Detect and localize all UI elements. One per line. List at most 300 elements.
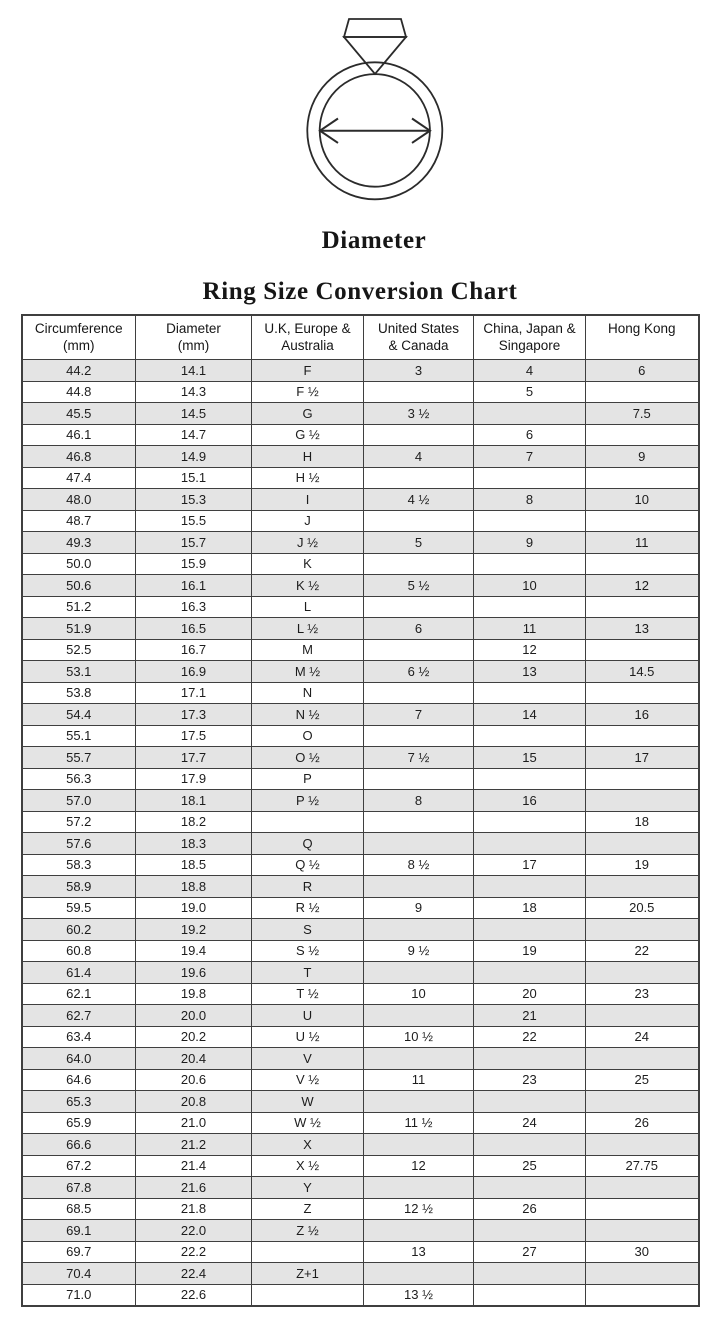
cell-china-japan-singapore: 14 (474, 704, 586, 726)
cell-circumference: 62.7 (22, 1005, 136, 1027)
table-row (22, 360, 699, 382)
table-row (22, 596, 699, 618)
table-row (22, 489, 699, 511)
cell-circumference: 51.2 (22, 596, 136, 618)
cell-china-japan-singapore: 10 (474, 575, 586, 597)
cell-hong-kong (586, 596, 699, 618)
cell-china-japan-singapore: 26 (474, 1198, 586, 1220)
cell-circumference: 61.4 (22, 962, 136, 984)
cell-circumference: 71.0 (22, 1284, 136, 1306)
cell-uk-europe-australia: F (252, 360, 364, 382)
cell-us-canada (364, 596, 474, 618)
cell-us-canada: 6 (364, 618, 474, 640)
cell-circumference: 51.9 (22, 618, 136, 640)
cell-uk-europe-australia: J (252, 510, 364, 532)
cell-uk-europe-australia: S ½ (252, 940, 364, 962)
table-row (22, 1220, 699, 1242)
table-row (22, 1284, 699, 1306)
cell-circumference: 69.1 (22, 1220, 136, 1242)
table-row (22, 403, 699, 425)
cell-us-canada (364, 1048, 474, 1070)
cell-diameter: 21.2 (136, 1134, 252, 1156)
cell-circumference: 53.8 (22, 682, 136, 704)
cell-uk-europe-australia: L (252, 596, 364, 618)
cell-circumference: 64.6 (22, 1069, 136, 1091)
cell-diameter: 21.8 (136, 1198, 252, 1220)
table-row (22, 1048, 699, 1070)
cell-uk-europe-australia: W ½ (252, 1112, 364, 1134)
ring-illustration (0, 4, 720, 256)
cell-diameter: 16.3 (136, 596, 252, 618)
cell-us-canada: 5 ½ (364, 575, 474, 597)
cell-china-japan-singapore: 22 (474, 1026, 586, 1048)
cell-circumference: 67.8 (22, 1177, 136, 1199)
cell-uk-europe-australia: R (252, 876, 364, 898)
table-row (22, 747, 699, 769)
table-row (22, 725, 699, 747)
table-row (22, 1263, 699, 1285)
cell-diameter: 14.5 (136, 403, 252, 425)
cell-us-canada (364, 833, 474, 855)
table-row (22, 553, 699, 575)
cell-uk-europe-australia: K (252, 553, 364, 575)
cell-us-canada: 13 (364, 1241, 474, 1263)
cell-diameter: 20.0 (136, 1005, 252, 1027)
ring-size-table (21, 314, 700, 1307)
table-row (22, 381, 699, 403)
cell-china-japan-singapore (474, 682, 586, 704)
cell-china-japan-singapore: 19 (474, 940, 586, 962)
table-row (22, 510, 699, 532)
cell-us-canada (364, 919, 474, 941)
cell-us-canada: 3 ½ (364, 403, 474, 425)
column-header-hong-kong: Hong Kong (586, 315, 699, 360)
cell-us-canada (364, 1134, 474, 1156)
cell-uk-europe-australia: T ½ (252, 983, 364, 1005)
cell-china-japan-singapore: 21 (474, 1005, 586, 1027)
cell-us-canada (364, 639, 474, 661)
cell-circumference: 66.6 (22, 1134, 136, 1156)
cell-uk-europe-australia: T (252, 962, 364, 984)
cell-circumference: 60.2 (22, 919, 136, 941)
cell-hong-kong: 19 (586, 854, 699, 876)
cell-hong-kong: 9 (586, 446, 699, 468)
cell-us-canada: 10 ½ (364, 1026, 474, 1048)
cell-diameter: 15.7 (136, 532, 252, 554)
cell-uk-europe-australia: M (252, 639, 364, 661)
cell-uk-europe-australia: Q ½ (252, 854, 364, 876)
table-row (22, 1134, 699, 1156)
cell-hong-kong (586, 1177, 699, 1199)
cell-china-japan-singapore (474, 833, 586, 855)
cell-china-japan-singapore (474, 510, 586, 532)
cell-diameter: 17.3 (136, 704, 252, 726)
cell-uk-europe-australia: S (252, 919, 364, 941)
cell-hong-kong: 26 (586, 1112, 699, 1134)
cell-diameter: 17.9 (136, 768, 252, 790)
cell-china-japan-singapore (474, 1134, 586, 1156)
table-header-row (22, 315, 699, 360)
cell-diameter: 17.5 (136, 725, 252, 747)
cell-uk-europe-australia (252, 1284, 364, 1306)
cell-china-japan-singapore: 13 (474, 661, 586, 683)
cell-diameter: 20.8 (136, 1091, 252, 1113)
cell-circumference: 64.0 (22, 1048, 136, 1070)
cell-diameter: 21.6 (136, 1177, 252, 1199)
column-header-china-japan-singapore: China, Japan & Singapore (474, 315, 586, 360)
cell-us-canada: 9 (364, 897, 474, 919)
cell-uk-europe-australia: X ½ (252, 1155, 364, 1177)
cell-diameter: 14.3 (136, 381, 252, 403)
table-row (22, 639, 699, 661)
cell-hong-kong (586, 639, 699, 661)
cell-hong-kong: 24 (586, 1026, 699, 1048)
cell-china-japan-singapore: 7 (474, 446, 586, 468)
cell-circumference: 45.5 (22, 403, 136, 425)
table-body (22, 360, 699, 1306)
cell-circumference: 53.1 (22, 661, 136, 683)
cell-china-japan-singapore: 12 (474, 639, 586, 661)
table-row (22, 1091, 699, 1113)
column-header-circumference: Circumference (mm) (22, 315, 136, 360)
cell-china-japan-singapore (474, 1177, 586, 1199)
cell-china-japan-singapore (474, 1220, 586, 1242)
cell-us-canada: 3 (364, 360, 474, 382)
cell-us-canada (364, 1091, 474, 1113)
cell-us-canada: 12 (364, 1155, 474, 1177)
cell-circumference: 60.8 (22, 940, 136, 962)
cell-hong-kong: 6 (586, 360, 699, 382)
cell-china-japan-singapore: 18 (474, 897, 586, 919)
cell-uk-europe-australia: F ½ (252, 381, 364, 403)
diamond-pavilion-icon (344, 37, 406, 74)
cell-diameter: 22.0 (136, 1220, 252, 1242)
cell-hong-kong (586, 962, 699, 984)
cell-circumference: 67.2 (22, 1155, 136, 1177)
cell-diameter: 19.0 (136, 897, 252, 919)
table-row (22, 1241, 699, 1263)
column-header-us-canada: United States & Canada (364, 315, 474, 360)
table-row (22, 1026, 699, 1048)
cell-diameter: 16.9 (136, 661, 252, 683)
table-row (22, 983, 699, 1005)
cell-us-canada (364, 424, 474, 446)
table-row (22, 1198, 699, 1220)
cell-hong-kong (586, 381, 699, 403)
page-title: Ring Size Conversion Chart (202, 278, 518, 305)
cell-china-japan-singapore: 17 (474, 854, 586, 876)
cell-us-canada (364, 1005, 474, 1027)
cell-hong-kong: 27.75 (586, 1155, 699, 1177)
cell-hong-kong (586, 833, 699, 855)
cell-hong-kong (586, 876, 699, 898)
cell-china-japan-singapore (474, 403, 586, 425)
cell-uk-europe-australia: K ½ (252, 575, 364, 597)
cell-us-canada (364, 962, 474, 984)
cell-hong-kong: 30 (586, 1241, 699, 1263)
cell-uk-europe-australia: G (252, 403, 364, 425)
cell-hong-kong (586, 725, 699, 747)
table-row (22, 919, 699, 941)
cell-hong-kong: 11 (586, 532, 699, 554)
cell-hong-kong (586, 768, 699, 790)
cell-circumference: 63.4 (22, 1026, 136, 1048)
cell-hong-kong: 20.5 (586, 897, 699, 919)
cell-uk-europe-australia: U (252, 1005, 364, 1027)
cell-uk-europe-australia: Z ½ (252, 1220, 364, 1242)
cell-us-canada: 10 (364, 983, 474, 1005)
table-row (22, 682, 699, 704)
table-row (22, 618, 699, 640)
column-header-uk-europe-australia: U.K, Europe & Australia (252, 315, 364, 360)
cell-us-canada (364, 1263, 474, 1285)
table-row (22, 704, 699, 726)
cell-uk-europe-australia: O (252, 725, 364, 747)
cell-china-japan-singapore (474, 919, 586, 941)
cell-china-japan-singapore (474, 876, 586, 898)
cell-uk-europe-australia: V ½ (252, 1069, 364, 1091)
cell-circumference: 44.2 (22, 360, 136, 382)
cell-uk-europe-australia: I (252, 489, 364, 511)
cell-hong-kong (586, 1134, 699, 1156)
cell-china-japan-singapore: 24 (474, 1112, 586, 1134)
cell-us-canada: 12 ½ (364, 1198, 474, 1220)
cell-uk-europe-australia (252, 1241, 364, 1263)
diameter-arrow-icon (320, 119, 430, 143)
cell-china-japan-singapore: 25 (474, 1155, 586, 1177)
cell-china-japan-singapore: 20 (474, 983, 586, 1005)
cell-china-japan-singapore (474, 1091, 586, 1113)
cell-china-japan-singapore: 8 (474, 489, 586, 511)
cell-circumference: 65.9 (22, 1112, 136, 1134)
cell-uk-europe-australia: P (252, 768, 364, 790)
cell-uk-europe-australia: Z (252, 1198, 364, 1220)
table-row (22, 811, 699, 833)
cell-uk-europe-australia: V (252, 1048, 364, 1070)
cell-china-japan-singapore: 16 (474, 790, 586, 812)
cell-diameter: 18.2 (136, 811, 252, 833)
cell-us-canada: 5 (364, 532, 474, 554)
cell-diameter: 22.2 (136, 1241, 252, 1263)
table-row (22, 575, 699, 597)
cell-china-japan-singapore: 6 (474, 424, 586, 446)
cell-hong-kong: 16 (586, 704, 699, 726)
cell-diameter: 19.4 (136, 940, 252, 962)
cell-hong-kong (586, 553, 699, 575)
cell-china-japan-singapore: 23 (474, 1069, 586, 1091)
cell-diameter: 14.7 (136, 424, 252, 446)
table-row (22, 1005, 699, 1027)
cell-hong-kong: 18 (586, 811, 699, 833)
cell-hong-kong: 14.5 (586, 661, 699, 683)
cell-hong-kong (586, 1005, 699, 1027)
cell-hong-kong: 23 (586, 983, 699, 1005)
cell-uk-europe-australia: N ½ (252, 704, 364, 726)
cell-us-canada: 8 ½ (364, 854, 474, 876)
cell-us-canada (364, 768, 474, 790)
cell-china-japan-singapore: 11 (474, 618, 586, 640)
cell-uk-europe-australia: R ½ (252, 897, 364, 919)
cell-uk-europe-australia: Q (252, 833, 364, 855)
cell-uk-europe-australia: Z+1 (252, 1263, 364, 1285)
cell-diameter: 17.7 (136, 747, 252, 769)
cell-china-japan-singapore (474, 962, 586, 984)
cell-us-canada (364, 725, 474, 747)
cell-circumference: 52.5 (22, 639, 136, 661)
cell-us-canada (364, 811, 474, 833)
cell-hong-kong: 22 (586, 940, 699, 962)
cell-hong-kong: 10 (586, 489, 699, 511)
cell-us-canada: 4 ½ (364, 489, 474, 511)
cell-us-canada (364, 1177, 474, 1199)
cell-hong-kong (586, 467, 699, 489)
cell-circumference: 46.8 (22, 446, 136, 468)
cell-diameter: 19.6 (136, 962, 252, 984)
cell-circumference: 68.5 (22, 1198, 136, 1220)
cell-circumference: 56.3 (22, 768, 136, 790)
cell-china-japan-singapore (474, 596, 586, 618)
cell-china-japan-singapore (474, 553, 586, 575)
cell-circumference: 50.0 (22, 553, 136, 575)
cell-hong-kong (586, 510, 699, 532)
cell-diameter: 16.7 (136, 639, 252, 661)
cell-uk-europe-australia: J ½ (252, 532, 364, 554)
cell-us-canada: 13 ½ (364, 1284, 474, 1306)
cell-china-japan-singapore (474, 467, 586, 489)
cell-circumference: 58.3 (22, 854, 136, 876)
cell-hong-kong: 7.5 (586, 403, 699, 425)
cell-diameter: 15.9 (136, 553, 252, 575)
table-row (22, 940, 699, 962)
table-row (22, 876, 699, 898)
cell-uk-europe-australia: W (252, 1091, 364, 1113)
cell-us-canada: 11 (364, 1069, 474, 1091)
diamond-crown-icon (344, 19, 406, 37)
cell-hong-kong (586, 1263, 699, 1285)
cell-us-canada (364, 876, 474, 898)
cell-circumference: 44.8 (22, 381, 136, 403)
cell-uk-europe-australia: U ½ (252, 1026, 364, 1048)
cell-diameter: 15.3 (136, 489, 252, 511)
cell-circumference: 57.2 (22, 811, 136, 833)
cell-diameter: 18.3 (136, 833, 252, 855)
cell-hong-kong: 12 (586, 575, 699, 597)
cell-circumference: 70.4 (22, 1263, 136, 1285)
cell-uk-europe-australia: L ½ (252, 618, 364, 640)
cell-diameter: 18.8 (136, 876, 252, 898)
cell-uk-europe-australia: P ½ (252, 790, 364, 812)
cell-diameter: 20.6 (136, 1069, 252, 1091)
cell-hong-kong (586, 682, 699, 704)
cell-china-japan-singapore (474, 1048, 586, 1070)
cell-diameter: 19.2 (136, 919, 252, 941)
cell-circumference: 48.0 (22, 489, 136, 511)
cell-hong-kong: 25 (586, 1069, 699, 1091)
table-header (22, 315, 699, 360)
cell-circumference: 65.3 (22, 1091, 136, 1113)
cell-circumference: 46.1 (22, 424, 136, 446)
cell-uk-europe-australia: N (252, 682, 364, 704)
cell-uk-europe-australia (252, 811, 364, 833)
cell-circumference: 57.0 (22, 790, 136, 812)
cell-circumference: 50.6 (22, 575, 136, 597)
cell-hong-kong (586, 919, 699, 941)
cell-hong-kong (586, 790, 699, 812)
cell-hong-kong: 13 (586, 618, 699, 640)
cell-circumference: 57.6 (22, 833, 136, 855)
ring-diamond-icon (290, 4, 460, 210)
cell-us-canada: 6 ½ (364, 661, 474, 683)
cell-uk-europe-australia: G ½ (252, 424, 364, 446)
cell-us-canada (364, 510, 474, 532)
cell-diameter: 14.9 (136, 446, 252, 468)
cell-us-canada: 11 ½ (364, 1112, 474, 1134)
cell-diameter: 21.0 (136, 1112, 252, 1134)
table-row (22, 424, 699, 446)
table-row (22, 446, 699, 468)
table-row (22, 467, 699, 489)
table-row (22, 833, 699, 855)
cell-circumference: 69.7 (22, 1241, 136, 1263)
cell-diameter: 21.4 (136, 1155, 252, 1177)
cell-hong-kong (586, 1048, 699, 1070)
cell-diameter: 20.4 (136, 1048, 252, 1070)
cell-us-canada: 4 (364, 446, 474, 468)
cell-circumference: 54.4 (22, 704, 136, 726)
cell-diameter: 18.5 (136, 854, 252, 876)
cell-circumference: 62.1 (22, 983, 136, 1005)
table-row (22, 661, 699, 683)
cell-circumference: 55.7 (22, 747, 136, 769)
cell-diameter: 14.1 (136, 360, 252, 382)
cell-us-canada (364, 381, 474, 403)
cell-diameter: 19.8 (136, 983, 252, 1005)
cell-china-japan-singapore (474, 725, 586, 747)
table-row (22, 768, 699, 790)
cell-china-japan-singapore: 27 (474, 1241, 586, 1263)
table-row (22, 854, 699, 876)
cell-china-japan-singapore (474, 1284, 586, 1306)
cell-hong-kong (586, 1198, 699, 1220)
cell-diameter: 18.1 (136, 790, 252, 812)
table-row (22, 1069, 699, 1091)
cell-china-japan-singapore: 15 (474, 747, 586, 769)
cell-us-canada (364, 467, 474, 489)
cell-diameter: 15.1 (136, 467, 252, 489)
cell-uk-europe-australia: H (252, 446, 364, 468)
cell-us-canada (364, 1220, 474, 1242)
table-row (22, 1177, 699, 1199)
cell-circumference: 48.7 (22, 510, 136, 532)
cell-diameter: 22.4 (136, 1263, 252, 1285)
cell-us-canada: 7 (364, 704, 474, 726)
cell-china-japan-singapore (474, 811, 586, 833)
cell-diameter: 20.2 (136, 1026, 252, 1048)
cell-hong-kong (586, 1220, 699, 1242)
cell-china-japan-singapore: 9 (474, 532, 586, 554)
table-row (22, 1112, 699, 1134)
column-header-diameter: Diameter (mm) (136, 315, 252, 360)
cell-uk-europe-australia: O ½ (252, 747, 364, 769)
cell-us-canada: 9 ½ (364, 940, 474, 962)
cell-diameter: 15.5 (136, 510, 252, 532)
cell-us-canada (364, 553, 474, 575)
cell-diameter: 16.1 (136, 575, 252, 597)
cell-us-canada (364, 682, 474, 704)
cell-circumference: 59.5 (22, 897, 136, 919)
cell-china-japan-singapore (474, 1263, 586, 1285)
cell-us-canada: 7 ½ (364, 747, 474, 769)
